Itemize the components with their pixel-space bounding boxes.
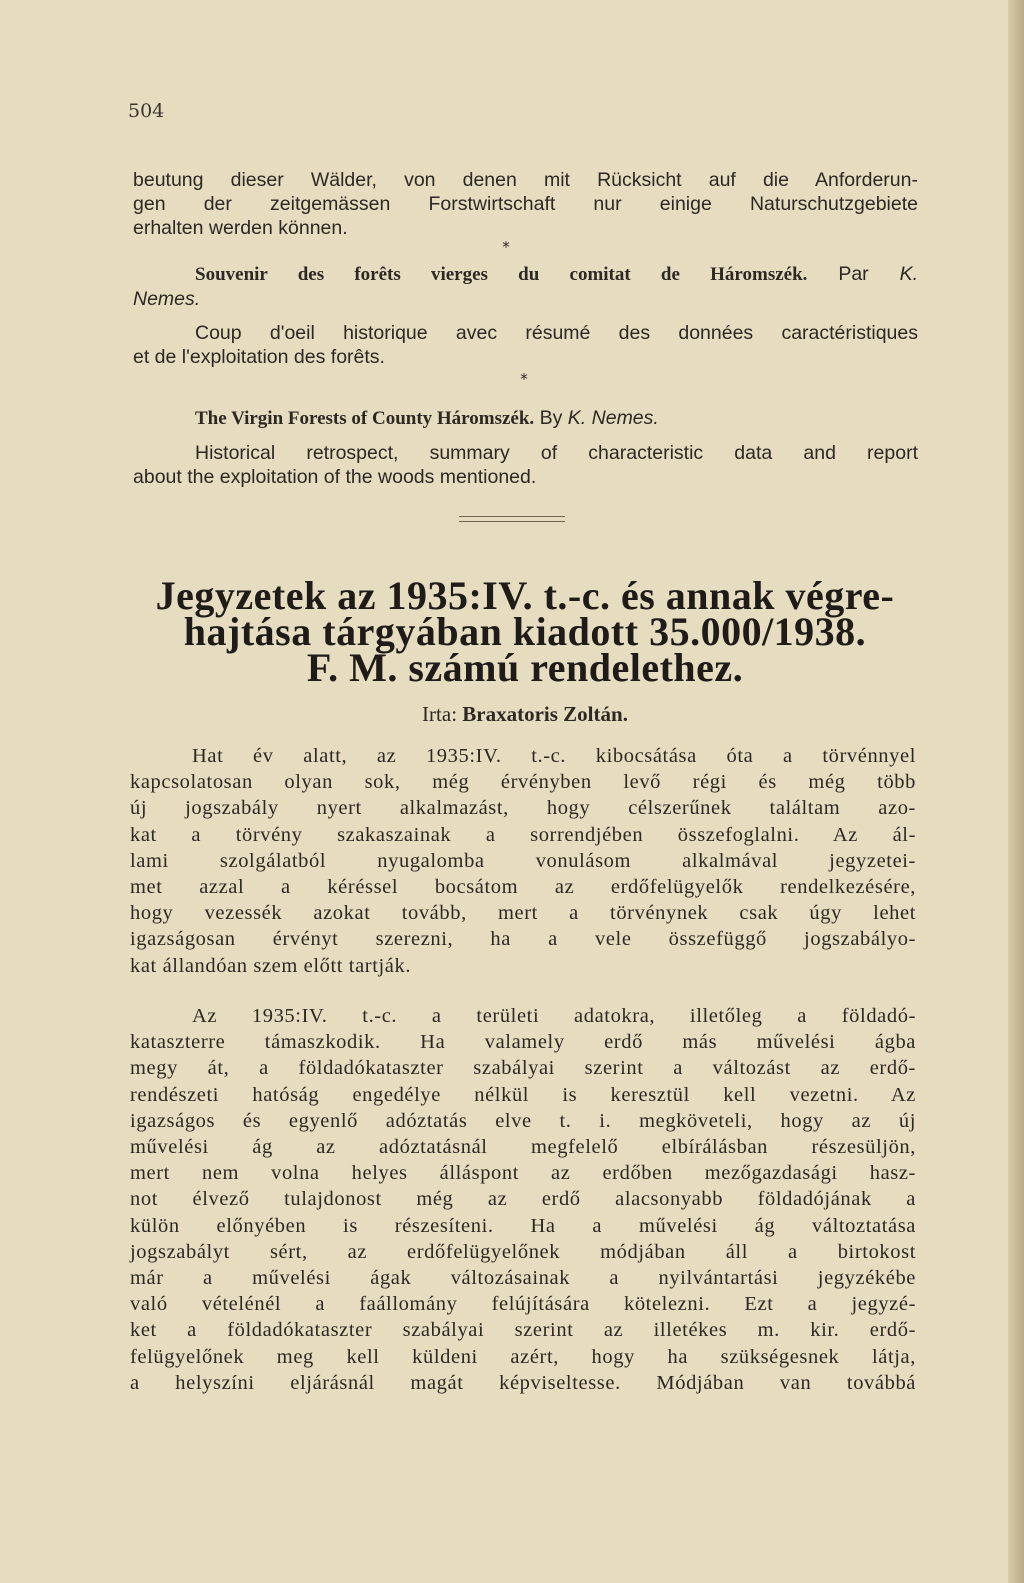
paragraph-line: not élvező tulajdonost még az erdő alacsonyabb földadójának a [130,1188,916,1211]
english-title: The Virgin Forests of County Háromszék. [195,408,535,429]
paragraph-line: művelési ág az adóztatásnál megfelelő elbírálásban részesüljön, [130,1136,916,1159]
section-divider-top [459,516,565,517]
french-author-initial: K. [899,263,918,285]
article-title-line-3: F. M. számú rendelethez. [306,645,744,690]
section-divider-bottom [459,521,565,522]
english-summary-line-1: Historical retrospect, summary of characteristic data and report [195,442,918,464]
french-title: Souvenir des forêts vierges du comitat de Háromszék. [195,264,808,285]
body-paragraph-1 [130,743,916,979]
paragraph-line: kat állandóan szem előtt tartják. [130,954,412,977]
paragraph-line: külön előnyében is részesíteni. Ha a művelési ág változtatása [130,1214,916,1237]
paragraph-line: igazságosan érvényt szerezni, ha a vele összefüggő jogszabályo- [130,928,916,951]
paragraph-line: mert nem volna helyes álláspont az erdőben mezőgazdasági hasz- [130,1162,916,1185]
english-summary-line-2: about the exploitation of the woods mentioned. [133,466,537,488]
article-title-line-1: Jegyzetek az 1935:IV. t.-c. és annak végre- [155,573,895,618]
author-prefix: Irta: [422,702,458,726]
german-line-3: erhalten werden können. [133,217,348,239]
author-name: Braxatoris Zoltán. [462,702,628,726]
french-by: Par [838,263,869,285]
paragraph-line: felügyelőnek meg kell küldeni azért, hogy ha szükségesnek látja, [130,1345,916,1368]
french-author-surname: Nemes. [133,288,201,310]
paragraph-line: ket a földadókataszter szabályai szerint az illetékes m. kir. erdő- [130,1319,916,1342]
paragraph-line: kat a törvény szakaszainak a sorrendjében összefoglalni. Az ál- [130,823,916,846]
paragraph-line: igazságos és egyenlő adóztatás elve t. i. megköveteli, hogy az új [130,1109,916,1132]
article-title-line-2: hajtása tárgyában kiadott 35.000/1938. [183,609,867,654]
paragraph-line: hogy vezessék azokat tovább, mert a törvénynek csak úgy lehet [130,902,916,925]
body-paragraph-2 [130,1003,916,1396]
paragraph-line: a helyszíni eljárásnál magát képviseltesse. Módjában van továbbá [130,1371,916,1394]
english-title-line [133,406,918,431]
paragraph-line: új jogszabály nyert alkalmazást, hogy célszerűnek találtam azo- [130,797,916,820]
paragraph-line: rendészeti hatóság engedélye nélkül is keresztül kell vezetni. Az [130,1083,916,1106]
paragraph-line: Hat év alatt, az 1935:IV. t.-c. kibocsátása óta a törvénnyel [192,745,916,767]
paragraph-line: már a művelési ágak változásainak a nyilvántartási jegyzékébe [130,1267,916,1290]
french-abstract [133,262,918,369]
english-by: By [539,407,563,429]
german-line-2: gen der zeitgemässen Forstwirtschaft nur einige Naturschutzgebiete [133,193,918,215]
paragraph-line: kataszterre támaszkodik. Ha valamely erdő más művelési ágba [130,1031,916,1054]
paragraph-line: lami szolgálatból nyugalomba vonulásom alkalmával jegyzetei- [130,849,916,872]
paragraph-line: jogszabályt sért, az erdőfelügyelőnek módjában áll a birtokost [130,1240,916,1263]
german-abstract [133,168,918,240]
paragraph-line: való vételénél a faállomány felújítására kötelezni. Ezt a jegyzé- [130,1293,916,1316]
page-edge-shadow [1008,0,1024,1583]
french-summary-line-2: et de l'exploitation des forêts. [133,346,385,368]
paragraph-line: kapcsolatosan olyan sok, még érvényben levő régi és még több [130,771,916,794]
article-title [120,573,930,690]
french-summary-line-1: Coup d'oeil historique avec résumé des données caractéristiques [195,322,918,344]
german-line-1: beutung dieser Wälder, von denen mit Rücksicht auf die Anforderun- [133,169,918,191]
english-abstract [133,406,918,489]
paragraph-line: met azzal a kéréssel bocsátom az erdőfelügyelők rendelkezésére, [130,876,916,899]
paragraph-line: megy át, a földadókataszter szabályai szerint a változást az erdő- [130,1057,916,1080]
paragraph-line: Az 1935:IV. t.-c. a területi adatokra, illetőleg a földadó- [192,1005,916,1027]
article-author [120,702,930,727]
separator-star-1: * [502,238,510,256]
page-number: 504 [128,100,165,122]
french-title-line [133,262,918,287]
separator-star-2: * [520,370,528,388]
english-author: K. Nemes. [567,407,659,429]
